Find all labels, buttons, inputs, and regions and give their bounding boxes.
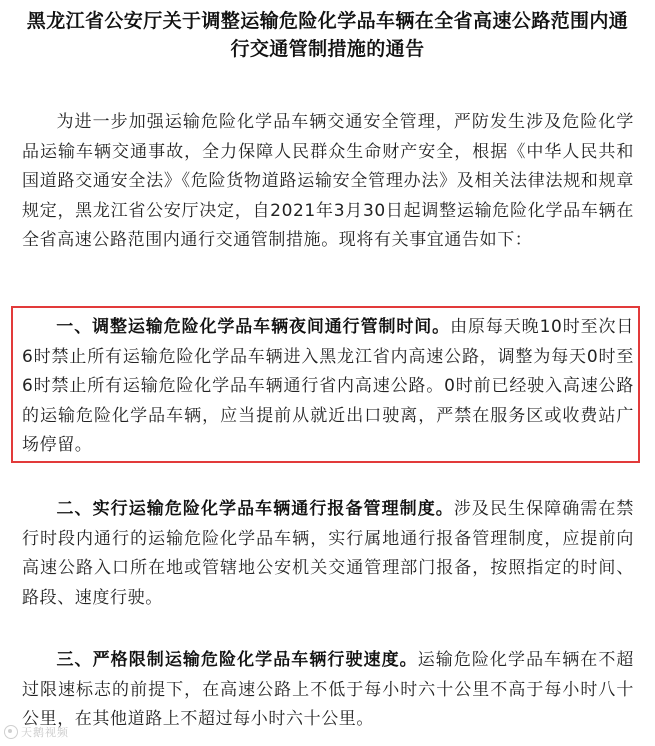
title-line-2: 行交通管制措施的通告 <box>230 38 425 60</box>
section-3-heading: 三、严格限制运输危险化学品车辆行驶速度。 <box>56 650 418 670</box>
watermark-text: 天鹅视频 <box>21 726 69 739</box>
title-line-1: 黑龙江省公安厅关于调整运输危险化学品车辆在全省高速公路范围内通 <box>26 10 629 32</box>
section-3-body: 运输危险化学品车辆在不超过限速标志的前提下，在高速公路上不低于每小时六十公里不高于每小时八十公里，在其他道路上不超过每小时六十公里。 <box>22 650 635 729</box>
intro-text: 为进一步加强运输危险化学品车辆交通安全管理，严防发生涉及危险化学品运输车辆交通事故，全力保障人民群众生命财产安全，根据《中华人民共和国道路交通安全法》《危险货物道路运输安全管理办法》及相关法律法规和规章规定，黑龙江省公安厅决定，自2021年3月30日起调整运输危险化学品车辆在全省高速公路范围内通行交通管制措施。现将有关事宜通告如下： <box>22 112 634 250</box>
section-1-heading: 一、调整运输危险化学品车辆夜间通行管制时间。 <box>56 317 451 337</box>
watermark <box>4 724 69 740</box>
intro-paragraph <box>22 108 634 256</box>
watermark-logo-icon <box>4 725 18 739</box>
section-2-heading: 二、实行运输危险化学品车辆通行报备管理制度。 <box>56 499 454 519</box>
document-title <box>0 7 655 63</box>
section-2 <box>22 495 634 613</box>
section-3 <box>22 646 634 735</box>
section-1-body: 由原每天晚10时至次日6时禁止所有运输危险化学品车辆进入黑龙江省内高速公路，调整为每天0时至6时禁止所有运输危险化学品车辆通行省内高速公路。0时前已经驶入高速公路的运输危险化学品车辆，应当提前从就近出口驶离，严禁在服务区或收费站广场停留。 <box>22 317 634 455</box>
section-1 <box>22 313 634 461</box>
section-2-body: 涉及民生保障确需在禁行时段内通行的运输危险化学品车辆，实行属地通行报备管理制度，应提前向高速公路入口所在地或管辖地公安机关交通管理部门报备，按照指定的时间、路段、速度行驶。 <box>22 499 635 608</box>
